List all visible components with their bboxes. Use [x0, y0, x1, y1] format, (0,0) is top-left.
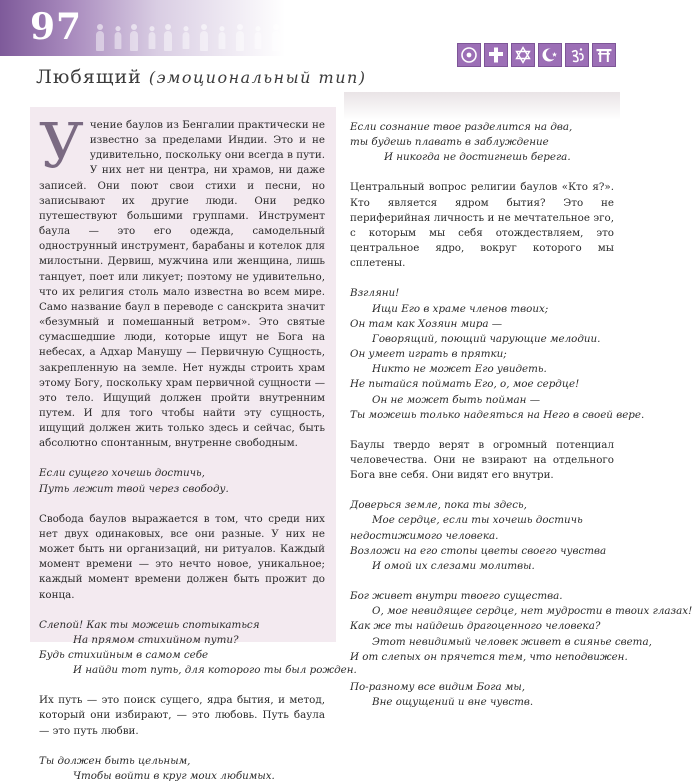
poem-see-god: [350, 680, 614, 710]
poem-freedom: [39, 466, 325, 496]
om-circle-icon: [457, 43, 481, 67]
left-column: [39, 109, 357, 784]
poem-god-within: [350, 589, 692, 665]
poem-whole: [39, 754, 325, 784]
poem-line: Вне ощущений и вне чувств.: [372, 696, 534, 708]
poem-line: Он там как Хозяин мира —: [350, 317, 503, 330]
freedom-paragraph: Свобода баулов выражается в том, что среди них нет двух одинаковых, все они разные. У них не может быть ни организаций, ни ритуалов. Каждый момент времени — это нечто новое, уникальное; каждый момент времени должен быть прожит до конца.: [39, 512, 325, 601]
person-silhouette: [182, 26, 191, 50]
poem-trust-earth: [350, 498, 614, 574]
poem-line: Мое сердце, если ты хочешь достичь: [372, 514, 583, 527]
person-silhouette: [114, 26, 123, 50]
poem-line: По-разному все видим Бога мы,: [350, 680, 526, 693]
poem-line: Никто не может Его увидеть.: [372, 363, 547, 376]
person-silhouette: [271, 24, 281, 52]
poem-line: Если сознание твое разделится на два,: [350, 121, 573, 133]
poem-line: Этот невидимый человек живет в сиянье света,: [372, 635, 652, 648]
poem-line: Он умеет играть в прятки;: [350, 348, 507, 361]
poem-line: Не пытайся поймать Его, о, мое сердце!: [350, 378, 580, 391]
poem-line: На прямом стихийном пути?: [73, 633, 239, 646]
person-silhouette: [95, 24, 105, 52]
poem-line: Ты должен быть цельным,: [39, 754, 191, 767]
poem-line: И омой их слезами молитвы.: [372, 559, 535, 572]
person-silhouette: [254, 26, 263, 50]
person-silhouette: [218, 26, 227, 50]
poem-line: О, мое невидящее сердце, нет мудрости в твоих глазах!: [372, 605, 692, 618]
chapter-title: [36, 66, 367, 88]
who-am-i-paragraph: Центральный вопрос религии баулов «Кто я?». Кто является ядром бытия? Это не периферийная личность и не мечтательное эго, с которым мы себя отождествляем, это центральное ядро, вокруг которого мы сплетены.: [350, 181, 614, 270]
poem-line: Взгляни!: [350, 287, 400, 300]
person-silhouette: [235, 24, 245, 52]
poem-line: И найди тот путь, для которого ты был рожден.: [73, 664, 357, 677]
poem-line: И от слепых он прячется тем, что неподвижен.: [350, 650, 628, 663]
poem-line: Будь стихийным в самом себе: [39, 649, 209, 661]
poem-line: Ищи Его в храме членов твоих;: [372, 302, 549, 315]
potential-paragraph: Баулы твердо верят в огромный потенциал человечества. Они не взирают на отдельного Бога вне себя. Они видят его внутри.: [350, 438, 614, 482]
poem-look: [350, 286, 645, 422]
person-silhouette: [163, 24, 173, 52]
page-number-banner: [0, 0, 285, 56]
intro-paragraph-text: чение баулов из Бенгалии практически не известно за пределами Индии. Это и не удивительно, поскольку они всегда в пути. У них нет ни центра, ни храмов, ни даже записей. Они поют свои стихи и песни, но записывают их другие люди. Они редко путешествуют большими группами. Инструмент баула — это его одежда, самодельный однострунный инструмент, барабаны и котелок для милостыни. Дервиш, мужчина или женщина, лишь танцует, поет или ликует; поэтому не удивительно, что их религия столь мало известна во всем мире. Само название баул в переводе с санскрита значит «безумный и помешанный ветром». Это святые сумасшедшие люди, которые ищут не Бога на небесах, а Адхар Манушу — Первичную Сущность, закрепленную на земле. Нет нужды строить храм этому Богу, поскольку храм первичной сущности — это тело. Ищущий должен пройти внутренним путем. И для того чтобы найти эту сущность, ищущий должен жить только здесь и сейчас, быть абсолютно спонтанным, внутренне свободным.: [39, 119, 325, 450]
right-column-shade: [344, 92, 620, 120]
poem-line: Путь лежит твой через свободу.: [39, 482, 229, 495]
chapter-title-main: Любящий: [36, 66, 142, 88]
star-of-david-icon: [511, 43, 535, 67]
poem-line: Слепой! Как ты можешь спотыкаться: [39, 618, 260, 631]
person-silhouette: [199, 24, 209, 52]
poem-line: Ты можешь только надеяться на Него в своей вере.: [350, 408, 645, 421]
path-paragraph: Их путь — это поиск сущего, ядра бытия, и метод, который они избирают, — это любовь. Путь баула — это путь любви.: [39, 694, 325, 737]
page-number: 97: [30, 6, 83, 48]
poem-line: ты будешь плавать в заблуждение: [350, 136, 549, 149]
poem-line: Если сущего хочешь достичь,: [39, 467, 205, 480]
poem-blind: [39, 618, 357, 679]
poem-line: Он не может быть пойман —: [372, 393, 541, 406]
poem-line: недостижимого человека.: [350, 529, 499, 542]
poem-line: Как же ты найдешь драгоценного человека?: [350, 620, 601, 633]
om-symbol-icon: [565, 43, 589, 67]
poem-line: Доверься земле, пока ты здесь,: [350, 499, 527, 512]
poem-line: Говорящий, поющий чарующие мелодии.: [372, 332, 601, 345]
person-silhouette: [129, 24, 139, 52]
torii-gate-icon: [592, 43, 616, 67]
poem-line: И никогда не достигнешь берега.: [384, 151, 571, 164]
poem-line: Чтобы войти в круг моих любимых.: [73, 769, 275, 782]
right-column: [350, 120, 692, 710]
chapter-subtitle: (эмоциональный тип): [148, 68, 367, 87]
intro-paragraph: [39, 109, 325, 451]
person-silhouette: [148, 26, 157, 50]
crescent-icon: [538, 43, 562, 67]
poem-divided: [350, 120, 614, 165]
drop-cap: У: [39, 109, 84, 182]
poem-line: Возложи на его стопы цветы своего чувства: [350, 544, 607, 557]
cross-icon: [484, 43, 508, 67]
religion-icons-row: [457, 43, 616, 67]
poem-line: Бог живет внутри твоего существа.: [350, 590, 563, 603]
